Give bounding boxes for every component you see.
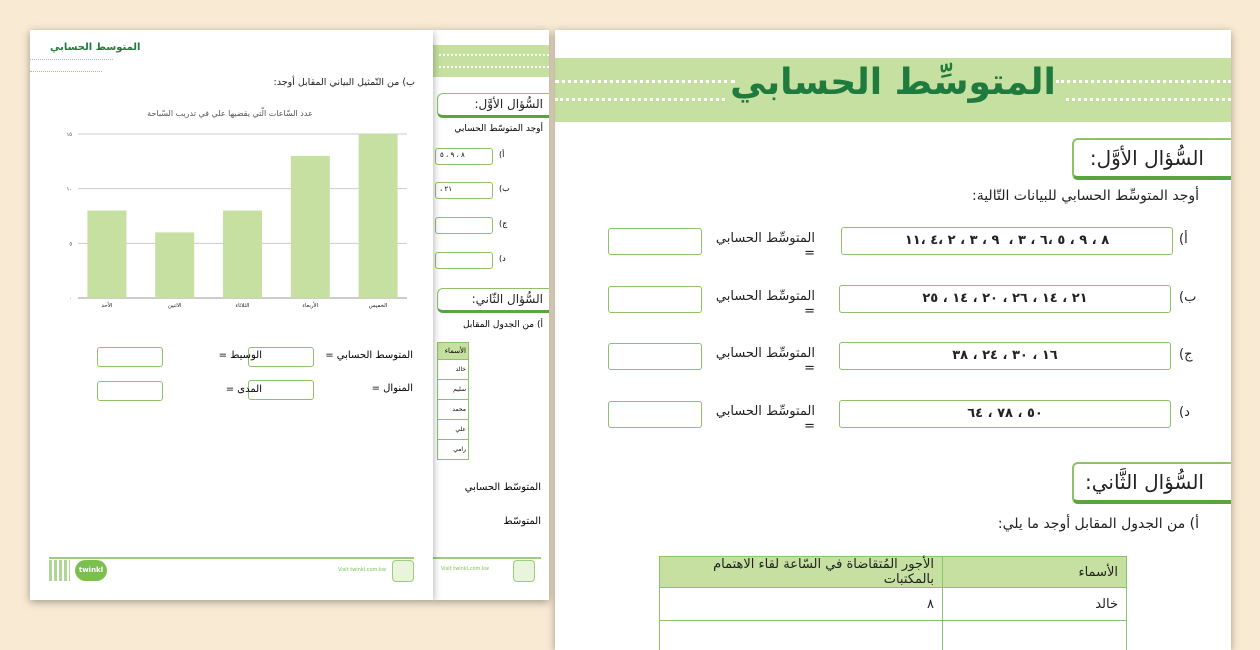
x-tick-label: الأربعاء — [302, 301, 318, 309]
twinkl-logo — [75, 560, 107, 581]
twinkl-badge-icon — [513, 560, 535, 582]
question-1-heading-text: السُّؤال الأوَّل: — [1090, 146, 1204, 170]
answer-label: المدى = — [172, 384, 262, 395]
bar — [291, 156, 330, 298]
worksheet-page-front — [30, 30, 433, 600]
row-letter: ج) — [499, 219, 507, 228]
question-2-heading-text: السُّؤال الثَّاني: — [1085, 470, 1204, 494]
middle-heading-text: السُّؤال الثّاني: — [472, 292, 543, 306]
row-letter: ب) — [499, 184, 510, 193]
question-2-instruction: أ) من الجدول المقابل أوجد ما يلي: — [998, 516, 1199, 532]
title-banner — [555, 58, 1231, 122]
answer-label: المتوسط الحسابي = — [323, 350, 413, 361]
chart-title: عدد السّاعات الّتي يقضيها علي في تدريب السّباحة — [147, 107, 313, 118]
y-tick-label: ٥ — [69, 241, 72, 247]
row-letter: ب) — [1179, 290, 1196, 305]
row-letter: ج) — [1179, 347, 1192, 362]
bar — [359, 134, 398, 298]
chart-instruction: ب) من التّمثيل البياني المقابل أوجد: — [274, 77, 415, 88]
table-header: الأجور المُتقاضاة في السّاعة لقاء الاهتمام بالمكتبات — [660, 557, 943, 588]
data-values-box — [839, 285, 1171, 313]
y-tick-label: ١٥ — [67, 132, 73, 138]
page-header: المتوسط الحسابي — [50, 42, 140, 53]
middle-question-1-heading — [437, 93, 549, 118]
answer-label: المتوسِّط الحسابي = — [705, 289, 815, 319]
wages-table — [659, 556, 1127, 650]
data-values-box — [435, 217, 493, 234]
data-values-box — [435, 148, 493, 165]
data-values-box — [841, 227, 1173, 255]
row-letter: د) — [1179, 405, 1190, 420]
data-values: ٢١ ، ١٤ ، ٢٦ ، ٢٠ ، ١٤ ، ٢٥ — [840, 291, 1170, 306]
x-tick-label: الثلاثاء — [236, 303, 250, 309]
footer-url: Visit twinkl.com.kw — [441, 566, 489, 572]
y-tick-label: ٠ — [69, 296, 72, 302]
middle-label-2: المتوسّط — [503, 516, 541, 527]
table-row: محمد — [437, 400, 469, 420]
row-letter: أ) — [499, 150, 504, 159]
footer-url: Visit twinkl.com.kw — [338, 567, 386, 573]
data-values: ٨ ، ٩ ، ٥ ،٦ ، ٣ ، ٩ ، ٣ ، ٢ ،٤ ،١١ — [842, 233, 1172, 248]
answer-box[interactable] — [608, 401, 702, 428]
question-1-instruction: أوجد المتوسِّط الحسابي للبيانات التّالية: — [972, 188, 1199, 204]
data-values: ٢١ ، — [440, 185, 452, 193]
bar — [87, 211, 126, 298]
table-row: علي — [437, 420, 469, 440]
y-tick-label: ١٠ — [67, 187, 72, 193]
table-row — [660, 588, 1127, 621]
table-row: سليم — [437, 380, 469, 400]
title-banner-small — [433, 45, 549, 77]
answer-box[interactable] — [608, 228, 702, 255]
data-values: ١٦ ، ٣٠ ، ٢٤ ، ٣٨ — [840, 348, 1170, 363]
middle-instruction: أوجد المتوسّط الحسابي — [454, 124, 543, 134]
worksheet-page-main — [555, 30, 1231, 650]
question-2-heading — [1072, 462, 1231, 504]
table-row — [660, 621, 1127, 650]
answer-label: الوسيط = — [172, 350, 262, 361]
table-cell: خالد — [943, 588, 1127, 621]
answer-box[interactable] — [97, 381, 163, 401]
data-values-box — [435, 182, 493, 199]
middle-question-2-heading — [437, 288, 549, 313]
answer-box[interactable] — [608, 343, 702, 370]
logo-text: twinkl — [79, 566, 103, 574]
table-header: الأسماء — [437, 342, 469, 360]
data-values-box — [839, 342, 1171, 370]
data-values-box — [435, 252, 493, 269]
x-tick-label: الخميس — [369, 303, 388, 309]
answer-box[interactable] — [608, 286, 702, 313]
middle-mean-label: المتوسّط الحسابي — [465, 482, 541, 493]
answer-label: المتوسِّط الحسابي = — [705, 404, 815, 434]
answer-box[interactable] — [97, 347, 163, 367]
answer-label: المتوسِّط الحسابي = — [705, 231, 815, 261]
row-letter: أ) — [1179, 232, 1188, 247]
data-values: ٨ ، ٩ ، ٥ — [440, 151, 465, 159]
table-row: خالد — [437, 360, 469, 380]
data-values-box — [839, 400, 1171, 428]
table-header: الأسماء — [943, 557, 1127, 588]
middle-instruction-2: أ) من الجدول المقابل — [463, 320, 543, 330]
answer-label: المنوال = — [323, 383, 413, 394]
middle-heading-text: السُّؤال الأوَّل: — [475, 97, 544, 111]
row-letter: د) — [499, 254, 506, 263]
worksheet-page-middle — [433, 30, 549, 600]
qr-code-icon — [49, 560, 70, 581]
answer-label: المتوسِّط الحسابي = — [705, 346, 815, 376]
table-cell: ٨ — [660, 588, 943, 621]
twinkl-badge-icon — [392, 560, 414, 582]
bar — [223, 211, 262, 298]
bar-chart — [30, 100, 433, 320]
page-title: المتوسِّط الحسابي — [555, 62, 1231, 103]
question-1-heading — [1072, 138, 1231, 180]
x-tick-label: الاثنين — [168, 303, 182, 309]
table-cell — [943, 621, 1127, 650]
table-cell — [660, 621, 943, 650]
bar — [155, 232, 194, 298]
table-row: رامي — [437, 440, 469, 460]
x-tick-label: الأحد — [101, 301, 112, 309]
data-values: ٥٠ ، ٧٨ ، ٦٤ — [840, 406, 1170, 421]
